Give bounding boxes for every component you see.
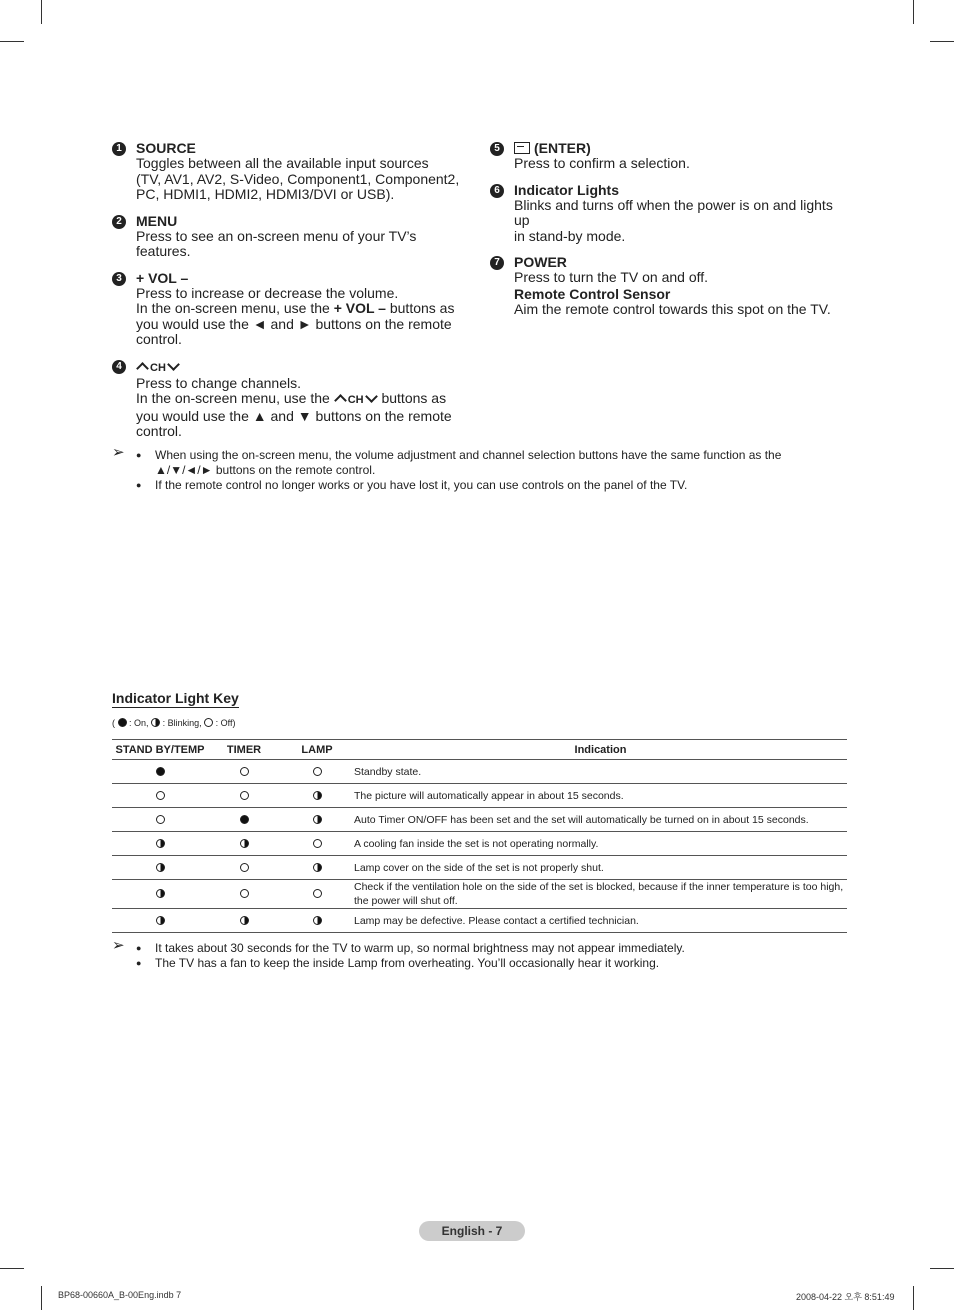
ch-label: CH (347, 394, 364, 406)
item-subtitle: Remote Control Sensor (514, 285, 671, 302)
chevron-down-icon (365, 390, 378, 403)
indication-text: Standby state. (354, 760, 847, 784)
blinking-symbol-icon (156, 863, 165, 872)
col-header: LAMP (280, 740, 354, 760)
number-badge: 4 (112, 360, 126, 374)
off-symbol-icon (313, 767, 322, 776)
desc-line: PC, HDMI1, HDMI2, HDMI3/DVI or USB). (136, 186, 395, 202)
number-badge: 7 (490, 256, 504, 270)
blinking-symbol-icon (313, 815, 322, 824)
indicator-table (112, 739, 847, 933)
desc-line: Press to increase or decrease the volume. (136, 284, 399, 301)
table-row (112, 856, 847, 880)
item-title: + VOL – (136, 269, 189, 286)
number-badge: 6 (490, 184, 504, 198)
item-description (136, 156, 474, 203)
item-title (514, 140, 850, 156)
legend-text: : Off) (215, 718, 236, 728)
status-cell (208, 760, 280, 784)
number-badge: 5 (490, 142, 504, 156)
crop-mark (930, 1268, 954, 1269)
desc-text: buttons as (385, 300, 455, 316)
desc-line (136, 301, 474, 317)
table-row (112, 909, 847, 933)
indication-text: Lamp cover on the side of the set is not properly shut. (354, 856, 847, 880)
off-symbol-icon (313, 839, 322, 848)
note-bullet: ● It takes about 30 seconds for the TV to warm up, so normal brightness may not appear immediately. (112, 941, 842, 956)
status-cell (208, 909, 280, 933)
note-arrow-icon: ➢ (112, 937, 125, 954)
right-column (490, 140, 850, 327)
note-bullet: ● If the remote control no longer works or you have lost it, you can use controls on the panel of the TV. (112, 478, 842, 493)
off-symbol-icon (240, 767, 249, 776)
item-description: Aim the remote control towards this spot on the TV. (514, 300, 831, 317)
desc-line: (TV, AV1, AV2, S-Video, Component1, Component2, (136, 170, 460, 187)
table-row (112, 880, 847, 909)
status-cell (208, 784, 280, 808)
on-symbol-icon (156, 767, 165, 776)
blinking-symbol-icon (156, 916, 165, 925)
note-arrow-icon: ➢ (112, 444, 125, 461)
off-symbol-icon (313, 889, 322, 898)
blinking-symbol-icon (313, 916, 322, 925)
status-cell (208, 856, 280, 880)
legend-text: : On, (129, 718, 149, 728)
indication-text: Auto Timer ON/OFF has been set and the set will automatically be turned on in about 15 seconds. (354, 808, 847, 832)
item-channel (112, 358, 474, 440)
col-header: STAND BY/TEMP (112, 740, 208, 760)
note-warmup (112, 937, 842, 971)
on-symbol-icon (240, 815, 249, 824)
off-symbol-icon (240, 889, 249, 898)
legend-text: ( (112, 718, 115, 728)
desc-line: control. (136, 331, 182, 347)
chevron-down-icon (167, 358, 180, 371)
status-cell (208, 808, 280, 832)
title-text: (ENTER) (534, 140, 591, 156)
col-header: Indication (354, 740, 847, 760)
crop-mark (913, 1286, 914, 1310)
off-symbol-icon (240, 791, 249, 800)
status-cell (280, 856, 354, 880)
item-description: Press to confirm a selection. (514, 155, 690, 171)
blinking-symbol-icon (156, 839, 165, 848)
item-description (514, 198, 850, 245)
on-symbol-icon (118, 718, 127, 727)
status-cell (112, 760, 208, 784)
blinking-symbol-icon (313, 791, 322, 800)
desc-line (136, 391, 474, 409)
number-badge: 1 (112, 142, 126, 156)
note-bullet (112, 448, 842, 478)
status-cell (280, 880, 354, 909)
status-cell (112, 784, 208, 808)
status-cell (280, 909, 354, 933)
footer-file: BP68-00660A_B-00Eng.indb 7 (58, 1290, 182, 1300)
item-description (136, 376, 474, 440)
status-cell (112, 880, 208, 909)
crop-mark (0, 41, 24, 42)
status-cell (208, 880, 280, 909)
off-symbol-icon (156, 791, 165, 800)
col-header: TIMER (208, 740, 280, 760)
table-row (112, 832, 847, 856)
off-symbol-icon (240, 863, 249, 872)
blinking-symbol-icon (151, 718, 160, 727)
indication-text: Check if the ventilation hole on the side of the set is blocked, because if the inner temperature is too high, the power will shut off. (354, 880, 847, 909)
desc-text: buttons as (377, 390, 447, 406)
page-number: English - 7 (419, 1221, 525, 1241)
item-title: SOURCE (136, 140, 196, 156)
status-cell (112, 808, 208, 832)
key-title: Indicator Light Key (112, 690, 239, 706)
blinking-symbol-icon (240, 916, 249, 925)
off-symbol-icon (204, 718, 213, 727)
status-cell (112, 909, 208, 933)
note-bullet: ● The TV has a fan to keep the inside Lamp from overheating. You’ll occasionally hear it working. (112, 956, 842, 971)
item-volume (112, 270, 474, 348)
desc-bold: + VOL – (333, 300, 386, 316)
off-symbol-icon (156, 815, 165, 824)
status-cell (280, 760, 354, 784)
item-title (136, 358, 474, 376)
status-cell (112, 832, 208, 856)
item-source (112, 140, 474, 203)
crop-mark (0, 1268, 24, 1269)
item-menu (112, 213, 474, 260)
key-legend (112, 718, 235, 728)
ch-label: CH (150, 361, 166, 374)
left-column (112, 140, 474, 450)
enter-icon (514, 142, 530, 154)
note-text: When using the on-screen menu, the volume adjustment and channel selection buttons have the same function as the (155, 448, 782, 462)
crop-mark (41, 0, 42, 24)
footer-date: 2008-04-22 오후 8:51:49 (796, 1292, 895, 1302)
desc-line: Press to change channels. (136, 374, 301, 391)
status-cell (112, 856, 208, 880)
chevron-up-icon (334, 394, 347, 407)
note-text: ▲/▼/◄/► buttons on the remote control. (155, 463, 376, 477)
table-row (112, 808, 847, 832)
blinking-symbol-icon (313, 863, 322, 872)
item-description (136, 286, 474, 348)
note-onscreen-menu (112, 444, 842, 493)
indication-text: A cooling fan inside the set is not operating normally. (354, 832, 847, 856)
number-badge: 2 (112, 215, 126, 229)
item-title: POWER (514, 254, 567, 270)
indication-text: Lamp may be defective. Please contact a certified technician. (354, 909, 847, 933)
desc-line: in stand-by mode. (514, 227, 626, 244)
desc-text: In the on-screen menu, use the (136, 390, 334, 406)
crop-mark (913, 0, 914, 24)
item-title: Indicator Lights (514, 181, 619, 198)
desc-line: you would use the ◄ and ► buttons on the remote (136, 315, 452, 332)
crop-mark (930, 41, 954, 42)
legend-text: : Blinking, (162, 718, 202, 728)
item-power (490, 254, 850, 317)
blinking-symbol-icon (240, 839, 249, 848)
number-badge: 3 (112, 272, 126, 286)
blinking-symbol-icon (156, 889, 165, 898)
item-enter (490, 140, 850, 172)
desc-line: you would use the ▲ and ▼ buttons on the remote (136, 407, 452, 424)
desc-line: Toggles between all the available input sources (136, 155, 429, 171)
indication-text: The picture will automatically appear in about 15 seconds. (354, 784, 847, 808)
table-row (112, 760, 847, 784)
table-header-row (112, 740, 847, 760)
item-description: Press to turn the TV on and off. (514, 269, 709, 285)
table-row (112, 784, 847, 808)
desc-line: control. (136, 423, 182, 439)
item-indicator-lights (490, 182, 850, 245)
chevron-up-icon (136, 362, 149, 375)
crop-mark (41, 1286, 42, 1310)
item-title: MENU (136, 212, 178, 229)
status-cell (208, 832, 280, 856)
desc-text: In the on-screen menu, use the (136, 300, 334, 316)
status-cell (280, 832, 354, 856)
status-cell (280, 808, 354, 832)
status-cell (280, 784, 354, 808)
item-description: Press to see an on-screen menu of your TV’s features. (136, 227, 417, 259)
desc-line: Blinks and turns off when the power is on and lights up (514, 196, 833, 228)
